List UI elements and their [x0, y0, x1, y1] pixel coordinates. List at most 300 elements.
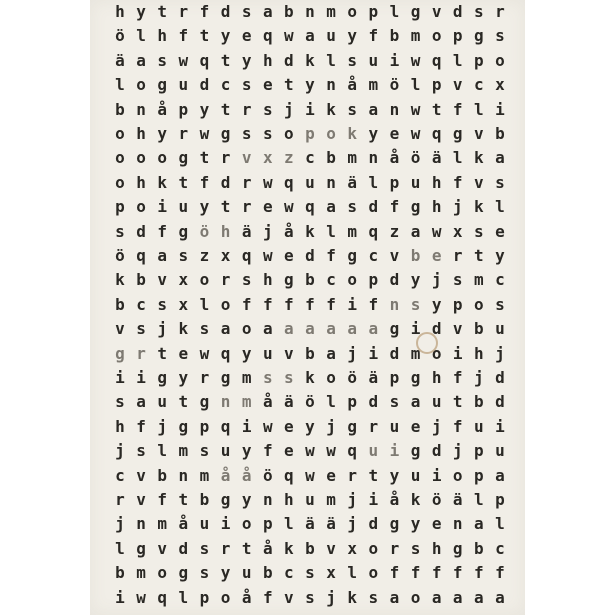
typed-letter: i	[305, 99, 315, 119]
typed-letter: q	[157, 587, 168, 607]
typed-letter: y	[389, 465, 400, 485]
typed-letter: i	[389, 50, 400, 70]
typed-letter: i	[347, 294, 358, 314]
letter-row	[110, 246, 510, 266]
typed-letter: o	[495, 50, 505, 70]
typed-letter: b	[474, 538, 484, 558]
typed-letter: g	[136, 538, 146, 558]
letter-row	[110, 2, 510, 22]
typed-letter: f	[262, 294, 273, 314]
typed-letter: k	[347, 124, 358, 143]
letter-row	[110, 539, 510, 559]
typed-letter: n	[178, 465, 189, 485]
typed-letter: d	[368, 392, 379, 412]
typed-letter: ö	[262, 465, 273, 485]
typed-letter: x	[495, 75, 505, 95]
typed-letter: k	[305, 368, 315, 387]
typed-letter: h	[157, 26, 168, 46]
typed-letter: g	[178, 416, 189, 436]
typed-letter: f	[199, 172, 210, 192]
typed-letter: t	[368, 465, 379, 485]
typed-letter: j	[115, 514, 125, 534]
letter-row	[110, 124, 510, 144]
typed-letter: t	[178, 172, 189, 192]
typed-letter: b	[284, 2, 294, 21]
typed-letter: m	[241, 392, 252, 412]
typed-letter: f	[410, 563, 421, 583]
typed-letter: l	[368, 172, 379, 192]
typed-letter: f	[452, 368, 463, 387]
typed-letter: f	[452, 416, 463, 436]
typed-letter: u	[326, 26, 336, 46]
typed-letter: r	[495, 2, 505, 21]
typed-letter: q	[305, 197, 315, 217]
typed-letter: i	[495, 99, 505, 119]
typed-letter: r	[452, 246, 463, 265]
typed-letter: m	[347, 148, 358, 168]
typed-letter: ä	[326, 514, 336, 534]
typed-letter: f	[389, 563, 400, 583]
typed-letter: x	[326, 563, 336, 583]
typewritten-letter-grid	[90, 0, 525, 615]
typed-letter: a	[262, 319, 273, 339]
typed-letter: ö	[305, 392, 315, 412]
typed-letter: d	[136, 221, 146, 241]
typed-letter: y	[241, 343, 252, 363]
typed-letter: b	[495, 124, 505, 143]
letter-rows	[90, 0, 525, 615]
typed-letter: d	[305, 246, 315, 265]
typed-letter: s	[157, 50, 168, 70]
typed-letter: r	[241, 99, 252, 119]
typed-letter: g	[115, 343, 125, 363]
typed-letter: t	[220, 197, 231, 217]
typed-letter: v	[452, 75, 463, 95]
typed-letter: h	[115, 416, 125, 436]
typed-letter: o	[136, 75, 146, 95]
typed-letter: v	[241, 148, 252, 168]
typed-letter: c	[495, 538, 505, 558]
typed-letter: a	[136, 392, 146, 412]
typed-letter: r	[368, 416, 379, 436]
typed-letter: d	[220, 172, 231, 192]
typed-letter: o	[284, 124, 294, 143]
typed-letter: p	[389, 172, 400, 192]
typed-letter: t	[431, 99, 442, 119]
typed-letter: f	[241, 294, 252, 314]
letter-row	[110, 26, 510, 46]
typed-letter: r	[220, 148, 231, 168]
letter-row	[110, 466, 510, 486]
typed-letter: m	[326, 490, 336, 509]
typed-letter: x	[178, 294, 189, 314]
typed-letter: w	[326, 441, 336, 461]
typed-letter: l	[452, 50, 463, 70]
typed-letter: b	[115, 294, 125, 314]
typed-letter: f	[136, 416, 146, 436]
typed-letter: h	[115, 2, 125, 21]
typed-letter: z	[389, 221, 400, 241]
typed-letter: g	[284, 270, 294, 290]
typed-letter: n	[262, 490, 273, 509]
typed-letter: l	[389, 2, 400, 21]
typed-letter: o	[326, 368, 336, 387]
typed-letter: m	[241, 368, 252, 387]
typed-letter: e	[284, 441, 294, 461]
letter-row	[110, 197, 510, 217]
typed-letter: s	[284, 368, 294, 387]
typed-letter: f	[495, 563, 505, 583]
typed-letter: l	[326, 392, 336, 412]
typed-letter: k	[474, 148, 484, 168]
typed-letter: f	[368, 294, 379, 314]
typed-letter: ä	[241, 221, 252, 241]
typed-letter: f	[452, 563, 463, 583]
typed-letter: j	[326, 416, 336, 436]
typed-letter: s	[495, 172, 505, 192]
typed-letter: v	[157, 270, 168, 290]
typed-letter: f	[452, 99, 463, 119]
letter-row	[110, 441, 510, 461]
letter-row	[110, 173, 510, 193]
typed-letter: o	[241, 514, 252, 534]
typed-letter: s	[157, 294, 168, 314]
typed-letter: r	[178, 2, 189, 21]
typed-letter: q	[368, 221, 379, 241]
typed-letter: e	[431, 246, 442, 265]
typed-letter: v	[136, 490, 146, 509]
typed-letter: b	[157, 465, 168, 485]
typed-letter: i	[115, 368, 125, 387]
typed-letter: h	[136, 124, 146, 143]
letter-row	[110, 75, 510, 95]
typed-letter: f	[305, 294, 315, 314]
typed-letter: s	[199, 319, 210, 339]
typed-letter: v	[284, 343, 294, 363]
typed-letter: k	[305, 221, 315, 241]
typed-letter: r	[220, 538, 231, 558]
typed-letter: m	[157, 514, 168, 534]
typed-letter: j	[157, 319, 168, 339]
typed-letter: u	[157, 392, 168, 412]
typed-letter: y	[305, 75, 315, 95]
typed-letter: ö	[115, 26, 125, 46]
typed-letter: m	[178, 441, 189, 461]
typed-letter: b	[136, 270, 146, 290]
typed-letter: o	[220, 587, 231, 607]
typed-letter: o	[157, 148, 168, 168]
typed-letter: k	[178, 319, 189, 339]
typed-letter: q	[262, 26, 273, 46]
typed-letter: q	[284, 465, 294, 485]
typed-letter: c	[136, 294, 146, 314]
typed-letter: k	[474, 197, 484, 217]
typed-letter: b	[305, 538, 315, 558]
typed-letter: y	[241, 50, 252, 70]
typed-letter: b	[115, 99, 125, 119]
typed-letter: g	[452, 538, 463, 558]
typed-letter: t	[220, 99, 231, 119]
typed-letter: p	[389, 368, 400, 387]
typed-letter: y	[241, 441, 252, 461]
typed-letter: s	[305, 587, 315, 607]
typed-letter: e	[431, 514, 442, 534]
typed-letter: e	[262, 75, 273, 95]
typed-letter: h	[431, 172, 442, 192]
typed-letter: s	[241, 124, 252, 143]
typed-letter: y	[410, 514, 421, 534]
typed-letter: m	[347, 221, 358, 241]
typed-letter: s	[347, 99, 358, 119]
typed-letter: y	[199, 99, 210, 119]
typed-letter: p	[495, 490, 505, 509]
typed-letter: w	[178, 50, 189, 70]
typed-letter: f	[157, 221, 168, 241]
typed-letter: r	[136, 343, 146, 363]
typed-letter: t	[178, 490, 189, 509]
typed-letter: c	[495, 270, 505, 290]
typed-letter: v	[452, 319, 463, 339]
typed-letter: u	[410, 172, 421, 192]
typed-letter: h	[474, 343, 484, 363]
typed-letter: k	[305, 50, 315, 70]
typed-letter: o	[115, 124, 125, 143]
typed-letter: u	[495, 319, 505, 339]
typed-letter: i	[241, 416, 252, 436]
typed-letter: q	[220, 343, 231, 363]
typed-letter: d	[368, 197, 379, 217]
typed-letter: n	[136, 514, 146, 534]
typed-letter: q	[136, 246, 146, 265]
letter-row	[110, 368, 510, 388]
typed-letter: q	[347, 441, 358, 461]
typed-letter: a	[220, 319, 231, 339]
letter-row	[110, 588, 510, 608]
typed-letter: a	[326, 197, 336, 217]
typed-letter: f	[452, 172, 463, 192]
typed-letter: v	[474, 172, 484, 192]
typed-letter: p	[115, 197, 125, 217]
typed-letter: a	[431, 587, 442, 607]
typed-letter: y	[431, 294, 442, 314]
typed-letter: y	[305, 416, 315, 436]
typed-letter: j	[347, 514, 358, 534]
typed-letter: y	[199, 197, 210, 217]
typed-letter: w	[284, 26, 294, 46]
typed-letter: h	[284, 490, 294, 509]
typed-letter: s	[178, 246, 189, 265]
typed-letter: f	[284, 294, 294, 314]
typed-letter: v	[474, 124, 484, 143]
typed-letter: s	[199, 563, 210, 583]
typed-letter: ö	[410, 148, 421, 168]
typed-letter: ä	[431, 148, 442, 168]
typed-letter: f	[326, 294, 336, 314]
typed-letter: w	[410, 50, 421, 70]
typed-letter: l	[495, 197, 505, 217]
letter-row	[110, 51, 510, 71]
letter-row	[110, 319, 510, 339]
typed-letter: l	[115, 538, 125, 558]
typed-letter: n	[389, 294, 400, 314]
typed-letter: d	[431, 319, 442, 339]
typed-letter: s	[474, 2, 484, 21]
typed-letter: a	[389, 587, 400, 607]
typed-letter: s	[199, 538, 210, 558]
typed-letter: g	[410, 197, 421, 217]
typed-letter: w	[305, 441, 315, 461]
typed-letter: p	[452, 294, 463, 314]
typed-letter: u	[495, 441, 505, 461]
typed-letter: k	[347, 587, 358, 607]
typed-letter: p	[199, 416, 210, 436]
typed-letter: a	[136, 50, 146, 70]
typed-letter: e	[284, 416, 294, 436]
typed-letter: l	[178, 587, 189, 607]
typed-letter: s	[241, 270, 252, 290]
typed-letter: n	[368, 148, 379, 168]
typed-letter: l	[347, 563, 358, 583]
typed-letter: a	[410, 392, 421, 412]
typed-letter: s	[474, 221, 484, 241]
typed-letter: r	[115, 490, 125, 509]
typed-letter: d	[389, 270, 400, 290]
typed-letter: l	[199, 294, 210, 314]
typed-letter: f	[326, 246, 336, 265]
typed-letter: j	[452, 441, 463, 461]
typed-letter: y	[368, 124, 379, 143]
typed-letter: g	[410, 2, 421, 21]
typed-letter: b	[474, 319, 484, 339]
typed-letter: n	[326, 75, 336, 95]
typed-letter: s	[262, 368, 273, 387]
typed-letter: i	[431, 465, 442, 485]
typed-letter: j	[326, 587, 336, 607]
typed-letter: r	[241, 172, 252, 192]
typed-letter: a	[495, 148, 505, 168]
typed-letter: g	[474, 26, 484, 46]
typed-letter: u	[474, 416, 484, 436]
typed-letter: j	[284, 99, 294, 119]
typed-letter: q	[220, 416, 231, 436]
typed-letter: d	[220, 2, 231, 21]
typed-letter: i	[495, 416, 505, 436]
typed-letter: k	[326, 99, 336, 119]
typed-letter: s	[115, 221, 125, 241]
typed-letter: h	[431, 538, 442, 558]
typed-letter: l	[410, 75, 421, 95]
typed-letter: y	[241, 490, 252, 509]
typed-letter: p	[474, 465, 484, 485]
typed-letter: s	[389, 392, 400, 412]
typed-letter: o	[431, 343, 442, 363]
typed-letter: h	[431, 368, 442, 387]
letter-row	[110, 295, 510, 315]
typed-letter: f	[157, 490, 168, 509]
typed-letter: t	[178, 392, 189, 412]
typed-letter: q	[241, 246, 252, 265]
typed-letter: o	[136, 197, 146, 217]
typed-letter: u	[241, 563, 252, 583]
typed-letter: t	[157, 2, 168, 21]
typed-letter: a	[326, 343, 336, 363]
typed-letter: n	[389, 99, 400, 119]
typed-letter: w	[262, 246, 273, 265]
typed-letter: m	[410, 343, 421, 363]
typed-letter: h	[220, 221, 231, 241]
typed-letter: s	[241, 75, 252, 95]
typed-letter: g	[157, 75, 168, 95]
typed-letter: c	[305, 148, 315, 168]
typed-letter: o	[115, 172, 125, 192]
typed-letter: w	[410, 124, 421, 143]
typed-letter: j	[452, 197, 463, 217]
typed-letter: t	[220, 50, 231, 70]
typed-letter: o	[452, 465, 463, 485]
typed-letter: a	[305, 26, 315, 46]
letter-row	[110, 563, 510, 583]
typed-letter: h	[136, 172, 146, 192]
typed-letter: ä	[305, 514, 315, 534]
typed-letter: b	[410, 246, 421, 265]
letter-row	[110, 514, 510, 534]
typed-letter: n	[305, 2, 315, 21]
typed-letter: w	[284, 197, 294, 217]
typed-letter: å	[347, 75, 358, 95]
typed-letter: t	[474, 246, 484, 265]
typed-letter: l	[452, 148, 463, 168]
typed-letter: o	[368, 563, 379, 583]
typed-letter: f	[368, 26, 379, 46]
typed-letter: m	[199, 465, 210, 485]
typed-letter: b	[115, 563, 125, 583]
typed-letter: å	[389, 148, 400, 168]
typed-letter: r	[199, 368, 210, 387]
typed-letter: q	[431, 124, 442, 143]
typed-letter: t	[284, 75, 294, 95]
typed-letter: o	[410, 587, 421, 607]
typed-letter: q	[199, 50, 210, 70]
typed-letter: j	[474, 368, 484, 387]
typed-letter: ö	[347, 368, 358, 387]
typed-letter: a	[368, 319, 379, 339]
typed-letter: l	[157, 441, 168, 461]
typed-letter: j	[347, 343, 358, 363]
typed-letter: y	[220, 26, 231, 46]
typed-letter: e	[178, 343, 189, 363]
typed-letter: w	[262, 416, 273, 436]
typed-letter: c	[474, 75, 484, 95]
typed-letter: s	[262, 99, 273, 119]
typed-letter: a	[284, 319, 294, 339]
typed-letter: p	[199, 587, 210, 607]
typed-letter: o	[368, 538, 379, 558]
typed-letter: ö	[115, 246, 125, 265]
typed-letter: a	[347, 319, 358, 339]
typed-letter: c	[284, 563, 294, 583]
typed-letter: y	[495, 246, 505, 265]
typed-letter: l	[284, 514, 294, 534]
typed-letter: y	[220, 563, 231, 583]
typed-letter: i	[452, 343, 463, 363]
typed-letter: j	[115, 441, 125, 461]
typed-letter: s	[495, 294, 505, 314]
typed-letter: p	[368, 270, 379, 290]
typed-letter: h	[262, 270, 273, 290]
typed-letter: å	[284, 221, 294, 241]
typed-letter: a	[495, 587, 505, 607]
typed-letter: a	[495, 465, 505, 485]
